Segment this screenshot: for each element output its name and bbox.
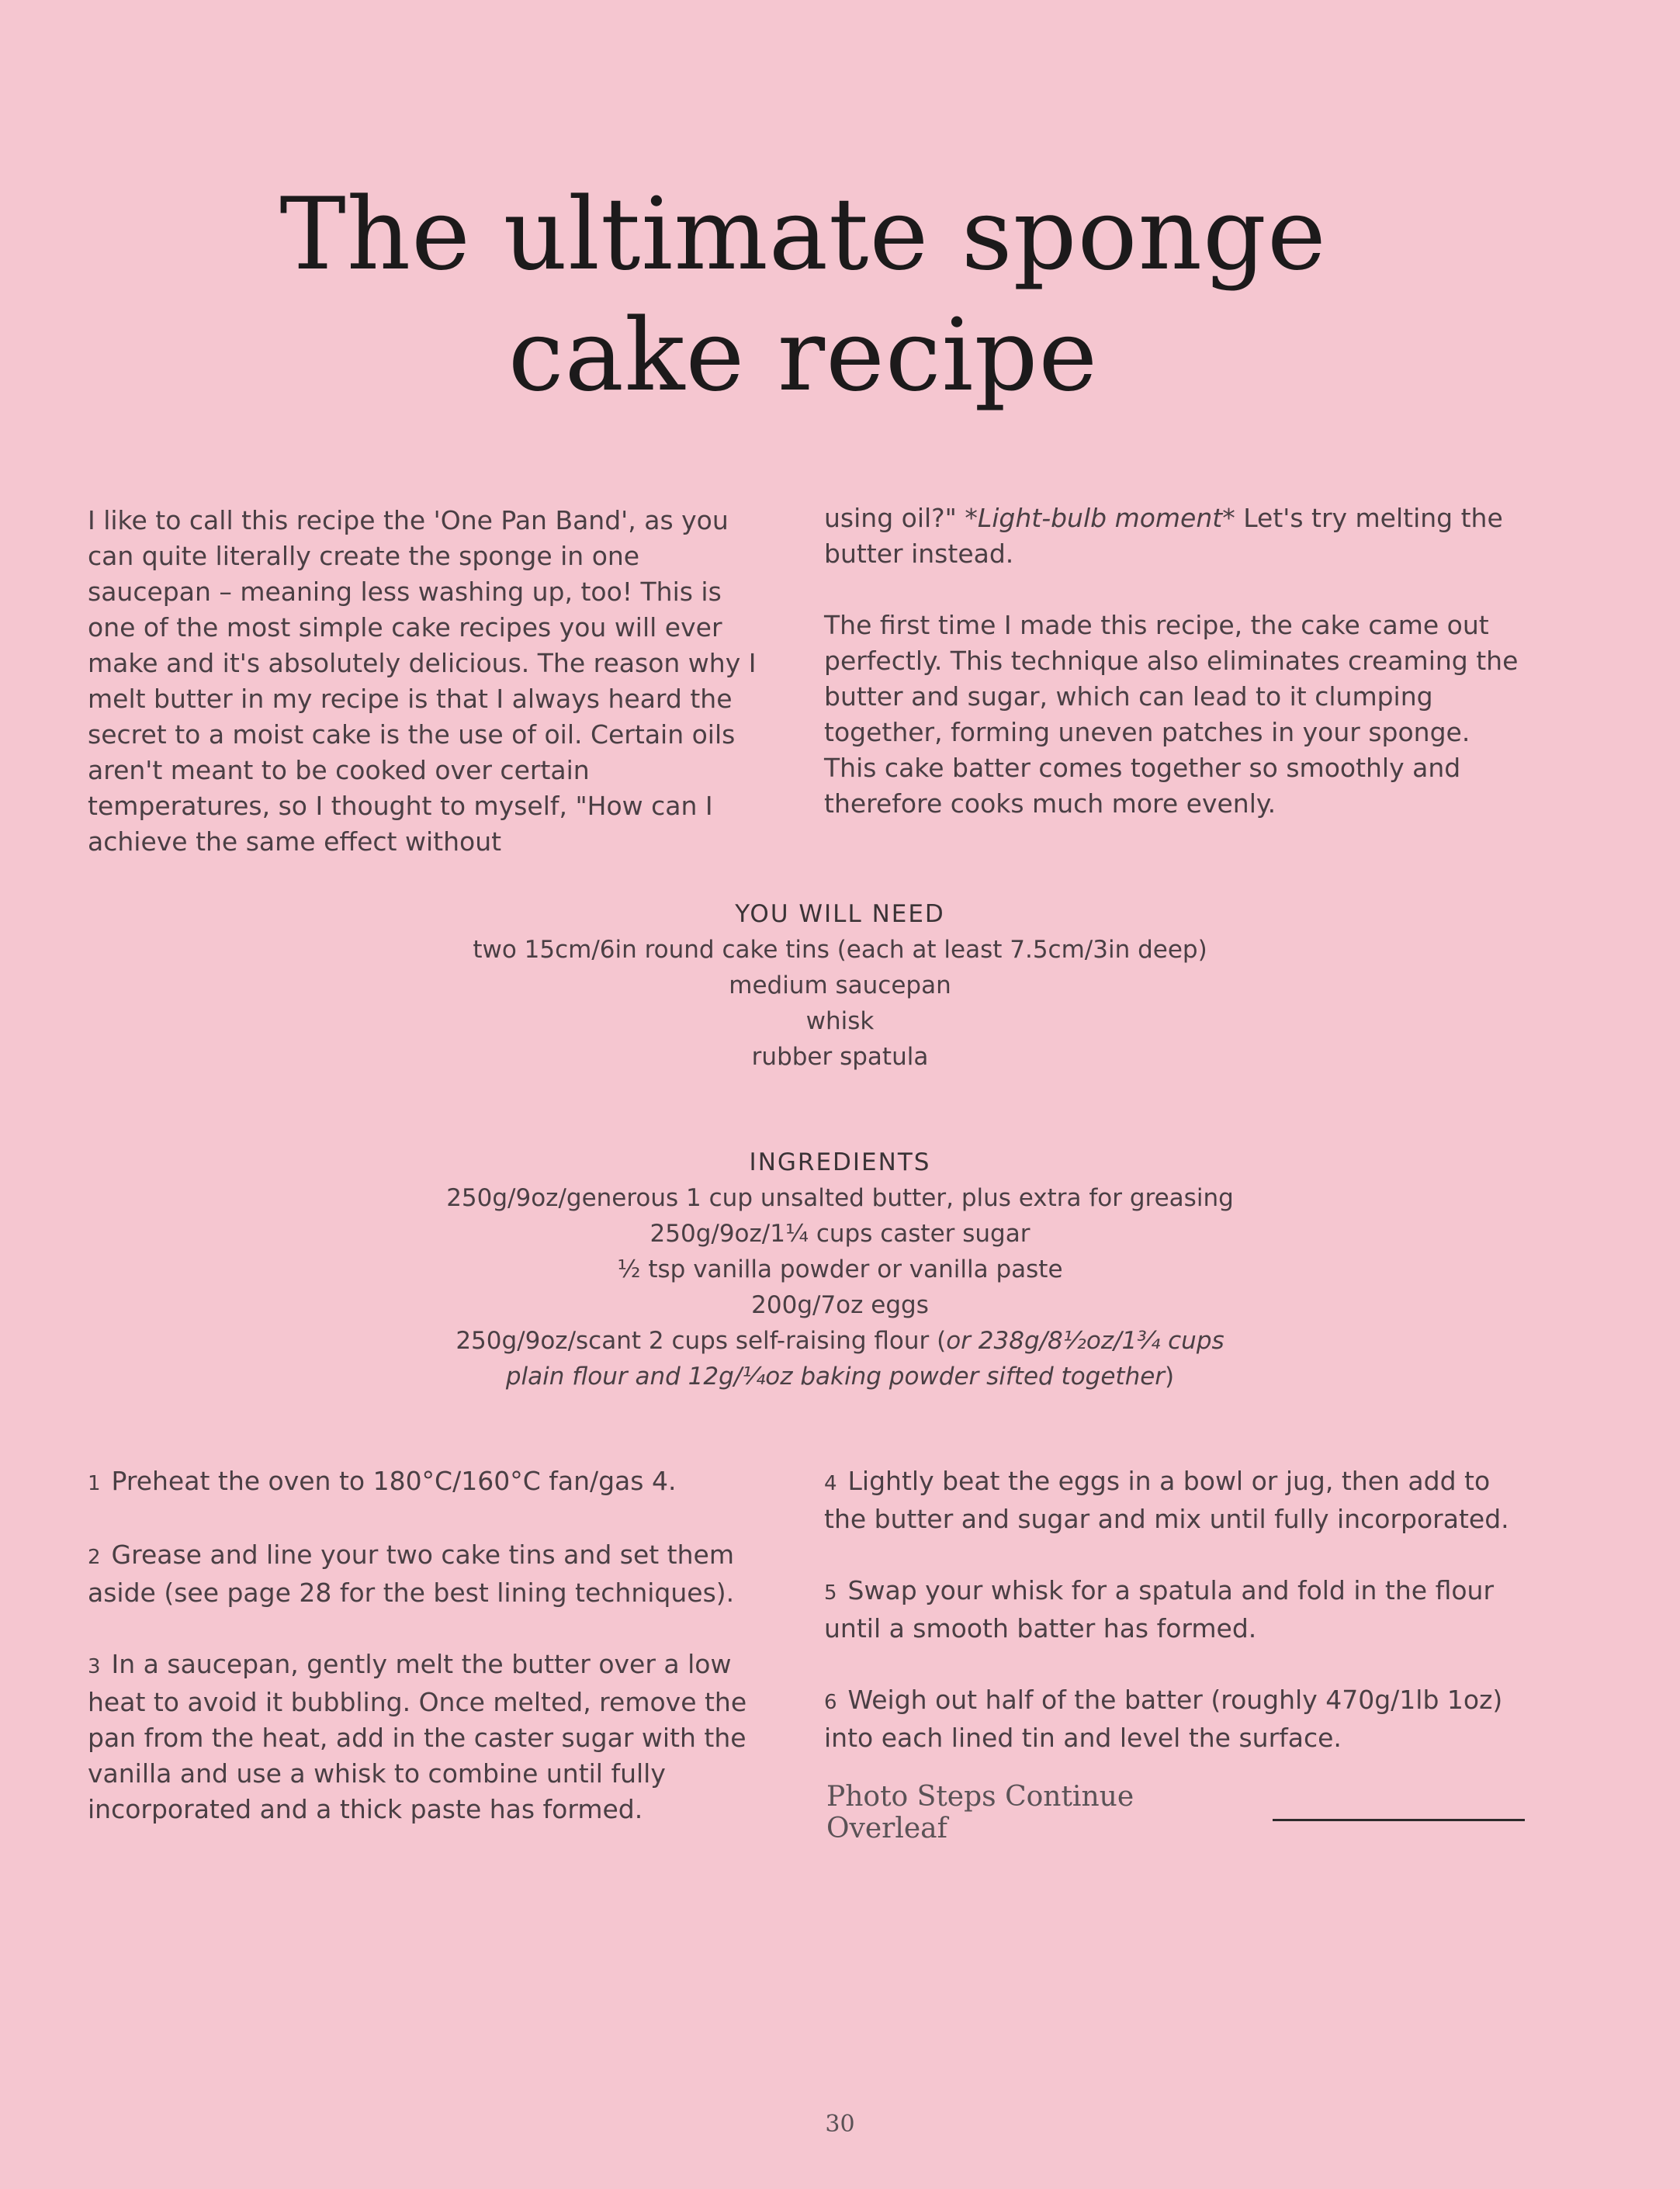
flour-alt-text-cont: plain flour and 12g/¼oz baking powder sifted together [505,1363,1166,1391]
equipment-section [233,896,1447,1075]
method-step [88,1537,771,1611]
intro-paragraph-right-1 [824,500,1522,572]
page-number: 30 [825,2111,855,2138]
equipment-item: whisk [805,1007,875,1035]
method-step [88,1647,771,1827]
title-line-1: The ultimate sponge [279,177,1327,293]
step-number: 2 [88,1546,101,1569]
method-right-column [824,1463,1522,1792]
method-left-column [88,1463,771,1863]
step-text: Weigh out half of the batter (roughly 470g/1lb 1oz) into each lined tin and level the surface. [824,1685,1503,1753]
step-number: 6 [824,1691,837,1714]
ingredient-item: 200g/7oz eggs [751,1291,929,1319]
method-step [824,1682,1522,1756]
method-step [824,1573,1522,1647]
intro-left-column [88,503,771,860]
intro-paragraph-right-2: The first time I made this recipe, the cake came out perfectly. This technique also eliminates creaming the butter and sugar, which can lead to it clumping together, forming uneven patches in your sponge. This cake batter comes together so smoothly and therefore cooks much more evenly. [824,610,1519,819]
ingredient-item: 250g/9oz/1¼ cups caster sugar [649,1220,1031,1248]
ingredient-item: ½ tsp vanilla powder or vanilla paste [617,1256,1063,1283]
overleaf-rule [1273,1819,1525,1821]
equipment-item: two 15cm/6in round cake tins (each at least 7.5cm/3in deep) [473,936,1207,964]
intro-text-start: using oil?" [824,503,965,533]
flour-close: ) [1165,1363,1175,1391]
flour-text: 250g/9oz/scant 2 cups self-raising flour ( [456,1327,947,1355]
step-text: Lightly beat the eggs in a bowl or jug, then add to the butter and sugar and mix until fully incorporated. [824,1466,1509,1534]
ingredients-section [233,1145,1447,1394]
method-step [88,1463,771,1501]
step-number: 5 [824,1581,837,1605]
method-step [824,1463,1522,1537]
ingredient-item-flour [233,1323,1447,1359]
flour-alt-text: or 238g/8½oz/1¾ cups [946,1327,1224,1355]
step-number: 1 [88,1472,101,1495]
step-text: In a saucepan, gently melt the butter over a low heat to avoid it bubbling. Once melted, remove the pan from the heat, add in the caster sugar with the vanilla and use a whisk to combine until fully incorporated and a thick paste has formed. [88,1649,747,1824]
equipment-item: rubber spatula [751,1043,929,1071]
ingredients-heading: INGREDIENTS [749,1148,931,1176]
intro-right-column [824,500,1522,857]
overleaf-note [826,1781,1525,1844]
overleaf-text: Photo Steps Continue Overleaf [826,1781,1134,1844]
intro-text-end: Let's try melting the butter instead. [824,503,1503,569]
equipment-item: medium saucepan [729,972,951,999]
step-text: Preheat the oven to 180°C/160°C fan/gas 4. [111,1466,677,1496]
ingredient-item: 250g/9oz/generous 1 cup unsalted butter, plus extra for greasing [446,1184,1234,1212]
intro-text-italic: *Light-bulb moment* [965,503,1235,533]
step-number: 4 [824,1472,837,1495]
title-line-2: cake recipe [507,298,1099,414]
step-number: 3 [88,1655,101,1678]
page-title [233,175,1373,417]
ingredient-item-flour-cont [233,1359,1447,1394]
equipment-heading: YOU WILL NEED [735,900,945,928]
step-text: Swap your whisk for a spatula and fold in the flour until a smooth batter has formed. [824,1575,1495,1643]
intro-paragraph-left: I like to call this recipe the 'One Pan Band', as you can quite literally create the sponge in one saucepan – meaning less washing up, too! This is one of the most simple cake recipes you will ever make and it's absolutely delicious. The reason why I melt butter in my recipe is that I always heard the secret to a moist cake is the use of oil. Certain oils aren't meant to be cooked over certain temperatures, so I thought to myself, "How can I achieve the same effect without [88,505,757,857]
step-text: Grease and line your two cake tins and set them aside (see page 28 for the best lining techniques). [88,1540,735,1608]
